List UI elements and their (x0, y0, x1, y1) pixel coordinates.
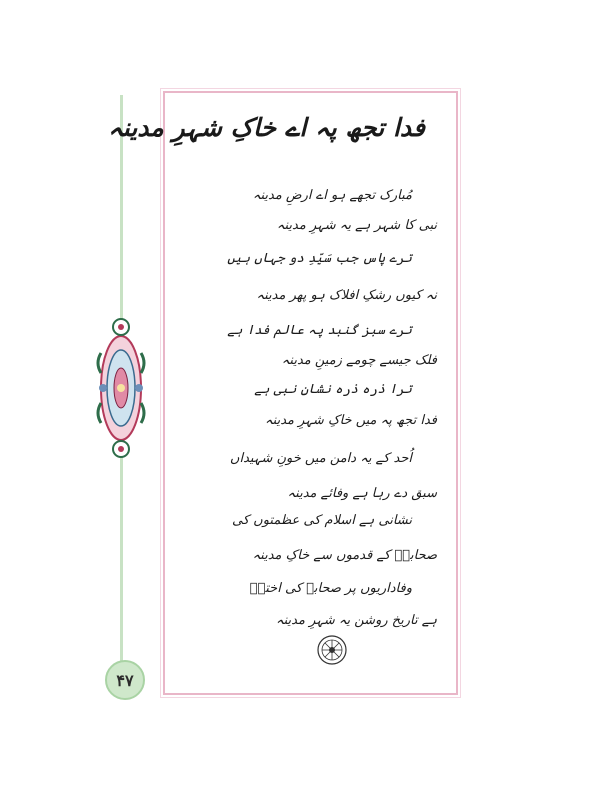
verse-line: فدا تجھ پہ میں خاکِ شہرِ مدینہ (265, 413, 437, 428)
verse-line: سبق دے رہا ہے وفائے مدینہ (287, 486, 437, 501)
verse-line: ترے سبز گنبد پہ عالم فدا ہے (227, 323, 412, 338)
verse-line: ترا ذرہ ذرہ نشانِ نبی ہے (254, 382, 412, 397)
verse-line: اُحد کے یہ دامن میں خونِ شہیداں (229, 451, 412, 466)
poem-title: فدا تجھ پہ اے خاکِ شہرِ مدینہ (108, 113, 425, 142)
verse-line: ہے تاریخ روشن یہ شہرِ مدینہ (276, 613, 437, 628)
verse-line: وفاداریوں پر صحابہ کی اخترؔ (249, 581, 412, 596)
verse-line: نبی کا شہر ہے یہ شہرِ مدینہ (276, 218, 437, 233)
verse-line: نشانی ہے اسلام کی عظمتوں کی (231, 513, 412, 528)
floral-ornament-icon (93, 313, 149, 463)
rosette-icon (316, 634, 348, 666)
verse-line: مُبارک تجھے ہو اے ارضِ مدینہ (252, 188, 412, 203)
verse-line: ترے پاس جب سَیّدِ دو جہاں ہیں (227, 251, 412, 266)
verse-line: فلک جیسے چومے زمینِ مدینہ (281, 353, 437, 368)
verse-line: صحابہؓ کے قدموں سے خاکِ مدینہ (252, 548, 437, 563)
page-number: ۴۷ (105, 660, 145, 700)
verse-line: نہ کیوں رشکِ افلاک ہو پھر مدینہ (256, 288, 437, 303)
